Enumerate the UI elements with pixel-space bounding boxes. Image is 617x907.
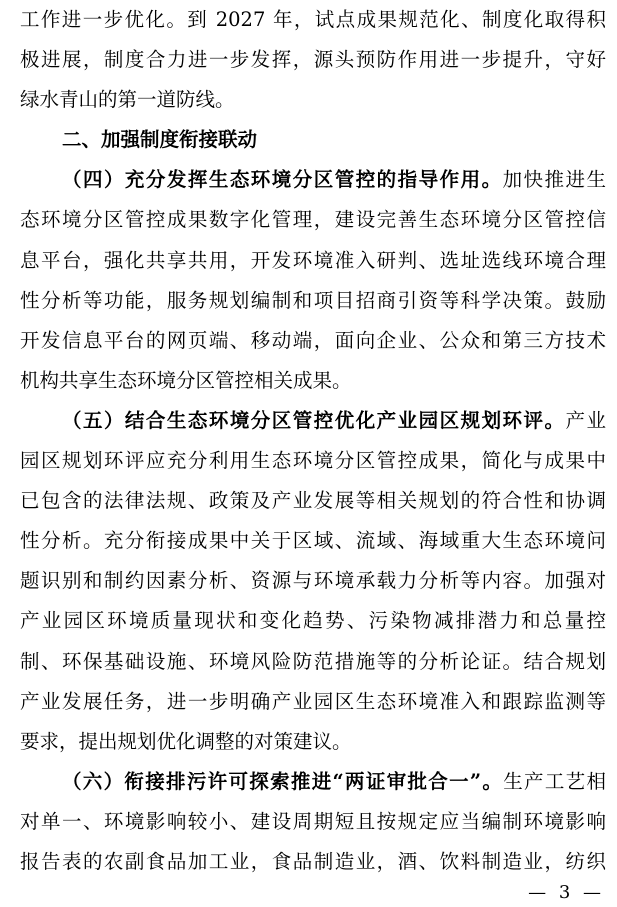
body-text: 加快推进生	[502, 168, 606, 192]
body-line: 开发信息平台的网页端、移动端，面向企业、公众和第三方技术	[20, 328, 606, 352]
paragraph-lead-title: （六）衔接排污许可探索推进“两证审批合一”。	[62, 769, 504, 793]
body-line: 题识别和制约因素分析、资源与环境承载力分析等内容。加强对	[20, 569, 606, 593]
paragraph-first-line	[20, 762, 606, 802]
body-line: 态环境分区管控成果数字化管理，建设完善生态环境分区管控信	[20, 208, 606, 232]
paragraph-item-4	[20, 160, 606, 401]
section-heading: 二、加强制度衔接联动	[62, 128, 258, 152]
paragraph-continued	[20, 0, 606, 120]
body-line: 已包含的法律法规、政策及产业发展等相关规划的符合性和协调	[20, 489, 606, 513]
body-line: 息平台，强化共享共用，开发环境准入研判、选址选线环境合理	[20, 248, 606, 272]
page-number: — 3 —	[528, 882, 601, 903]
body-line: 产业园区环境质量现状和变化趋势、污染物减排潜力和总量控	[20, 609, 606, 633]
body-line: 性分析等功能，服务规划编制和项目招商引资等科学决策。鼓励	[20, 288, 606, 312]
body-line: 产业发展任务，进一步明确产业园区生态环境准入和跟踪监测等	[20, 689, 606, 713]
body-line: 对单一、环境影响较小、建设周期短且按规定应当编制环境影响	[20, 809, 606, 833]
body-line-last: 机构共享生态环境分区管控相关成果。	[20, 368, 352, 392]
document-body	[20, 0, 606, 882]
paragraph-lead-title: （四）充分发挥生态环境分区管控的指导作用。	[62, 168, 503, 192]
paragraph-item-6	[20, 762, 606, 882]
paragraph-item-5	[20, 401, 606, 762]
body-line: 性分析。充分衔接成果中关于区域、流域、海域重大生态环境问	[20, 529, 606, 553]
body-line-last: 要求，提出规划优化调整的对策建议。	[20, 729, 352, 753]
body-line: 制、环保基础设施、环境风险防范措施等的分析论证。结合规划	[20, 649, 606, 673]
body-text: 生产工艺相	[503, 769, 606, 793]
body-line: 报告表的农副食品加工业，食品制造业，酒、饮料制造业，纺织	[20, 849, 606, 873]
paragraph-first-line	[20, 401, 606, 441]
body-line-last: 绿水青山的第一道防线。	[20, 88, 235, 112]
body-text: 产业	[565, 408, 606, 432]
body-line: 工作进一步优化。到 2027 年，试点成果规范化、制度化取得积	[20, 8, 606, 31]
body-line: 极进展，制度合力进一步发挥，源头预防作用进一步提升，守好	[20, 48, 606, 72]
paragraph-first-line	[20, 160, 606, 200]
body-line: 园区规划环评应充分利用生态环境分区管控成果，简化与成果中	[20, 449, 606, 473]
paragraph-lead-title: （五）结合生态环境分区管控优化产业园区规划环评。	[62, 408, 566, 432]
